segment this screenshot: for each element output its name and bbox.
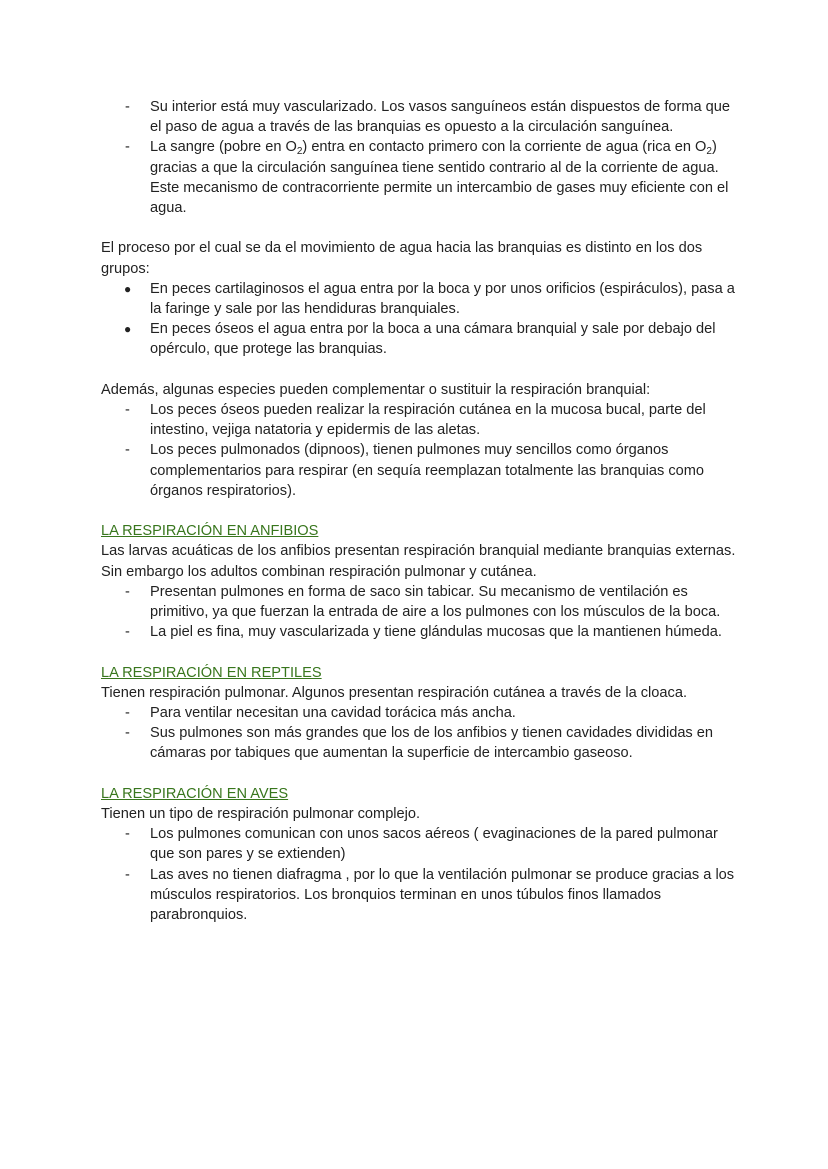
anfibios-list bbox=[101, 582, 741, 643]
list-item bbox=[101, 279, 741, 319]
water-list bbox=[101, 279, 741, 360]
list-item bbox=[101, 400, 741, 440]
list-item bbox=[101, 97, 741, 137]
list-item-text: Presentan pulmones en forma de saco sin tabicar. Su mecanismo de ventilación es primitivo, ya que fuerzan la entrada de aire a los pulmones con los músculos de la boca. bbox=[150, 583, 721, 621]
list-item-text: Su interior está muy vascularizado. Los vasos sanguíneos están dispuestos de forma que el paso de agua a través de las branquias es opuesto a la circulación sanguínea. bbox=[150, 99, 731, 136]
bullet-marker: ● bbox=[124, 281, 132, 296]
list-item bbox=[101, 723, 741, 763]
bullet-marker: ● bbox=[124, 322, 132, 337]
aves-heading: LA RESPIRACIÓN EN AVES bbox=[101, 785, 289, 802]
dash-marker: - bbox=[125, 705, 130, 722]
aves-intro: Tienen un tipo de respiración pulmonar complejo. bbox=[101, 806, 421, 823]
list-item-text: Los peces pulmonados (dipnoos), tienen pulmones muy sencillos como órganos complementarios para respirar (en sequía reemplazan totalmente las branquias como órganos respiratorios). bbox=[150, 442, 705, 499]
subscript: 2 bbox=[706, 146, 712, 158]
dash-marker: - bbox=[125, 583, 130, 600]
water-intro: El proceso por el cual se da el movimiento de agua hacia las branquias es distinto en los dos grupos: bbox=[101, 240, 703, 277]
list-item-text: En peces óseos el agua entra por la boca a una cámara branquial y sale por debajo del opérculo, que protege las branquias. bbox=[150, 321, 716, 358]
dash-marker: - bbox=[125, 826, 130, 843]
list-item bbox=[101, 440, 741, 501]
dash-marker: - bbox=[125, 99, 130, 115]
dash-marker: - bbox=[125, 139, 130, 156]
reptiles-heading: LA RESPIRACIÓN EN REPTILES bbox=[101, 664, 322, 681]
list-item bbox=[101, 865, 741, 926]
complement-list bbox=[101, 400, 741, 501]
list-item-text: Las aves no tienen diafragma , por lo que la ventilación pulmonar se produce gracias a los músculos respiratorios. Los bronquios terminan en unos túbulos finos llamados parabronquios. bbox=[150, 866, 735, 924]
list-item-text: Los pulmones comunican con unos sacos aéreos ( evaginaciones de la pared pulmonar que son pares y se extienden) bbox=[150, 826, 718, 863]
list-item bbox=[101, 703, 741, 723]
complement-intro: Además, algunas especies pueden complementar o sustituir la respiración branquial: bbox=[101, 381, 651, 398]
list-item bbox=[101, 622, 741, 642]
document-page bbox=[101, 97, 741, 925]
reptiles-intro: Tienen respiración pulmonar. Algunos presentan respiración cutánea a través de la cloaca. bbox=[101, 684, 687, 701]
list-item-text: Para ventilar necesitan una cavidad torácica más ancha. bbox=[150, 705, 516, 722]
anfibios-heading: LA RESPIRACIÓN EN ANFIBIOS bbox=[101, 523, 319, 540]
list-item bbox=[101, 824, 741, 864]
dash-marker: - bbox=[125, 402, 130, 419]
list-item-text: Los peces óseos pueden realizar la respiración cutánea en la mucosa bucal, parte del intestino, vejiga natatoria y epidermis de las aletas. bbox=[150, 402, 706, 439]
list-item-text: La sangre (pobre en $O_2$) entra en contacto primero con la corriente de agua (rica en $O_2$) gracias a que la circulación sanguínea tiene sentido contrario al de la corriente de agua. Este mecanismo de contracorriente permite un intercambio de gases muy eficiente con el agua. bbox=[150, 139, 729, 217]
reptiles-list bbox=[101, 703, 741, 764]
dash-marker: - bbox=[125, 866, 130, 883]
aves-list bbox=[101, 824, 741, 925]
list-item-text: Sus pulmones son más grandes que los de los anfibios y tienen cavidades divididas en cámaras por tabiques que aumentan la superficie de intercambio gaseoso. bbox=[150, 725, 714, 762]
subscript: 2 bbox=[296, 146, 303, 158]
list-item bbox=[101, 137, 741, 218]
gill-features-list bbox=[101, 97, 741, 218]
dash-marker: - bbox=[125, 442, 130, 459]
list-item-text: La piel es fina, muy vascularizada y tiene glándulas mucosas que la mantienen húmeda. bbox=[150, 624, 722, 641]
list-item bbox=[101, 319, 741, 359]
dash-marker: - bbox=[125, 624, 130, 641]
list-item-text: En peces cartilaginosos el agua entra por la boca y por unos orificios (espiráculos), pasa a la faringe y sale por las hendiduras branquiales. bbox=[150, 280, 735, 318]
list-item bbox=[101, 582, 741, 622]
anfibios-intro: Las larvas acuáticas de los anfibios presentan respiración branquial mediante branquias externas. Sin embargo los adultos combinan respiración pulmonar y cutánea. bbox=[101, 543, 736, 580]
dash-marker: - bbox=[125, 725, 130, 742]
